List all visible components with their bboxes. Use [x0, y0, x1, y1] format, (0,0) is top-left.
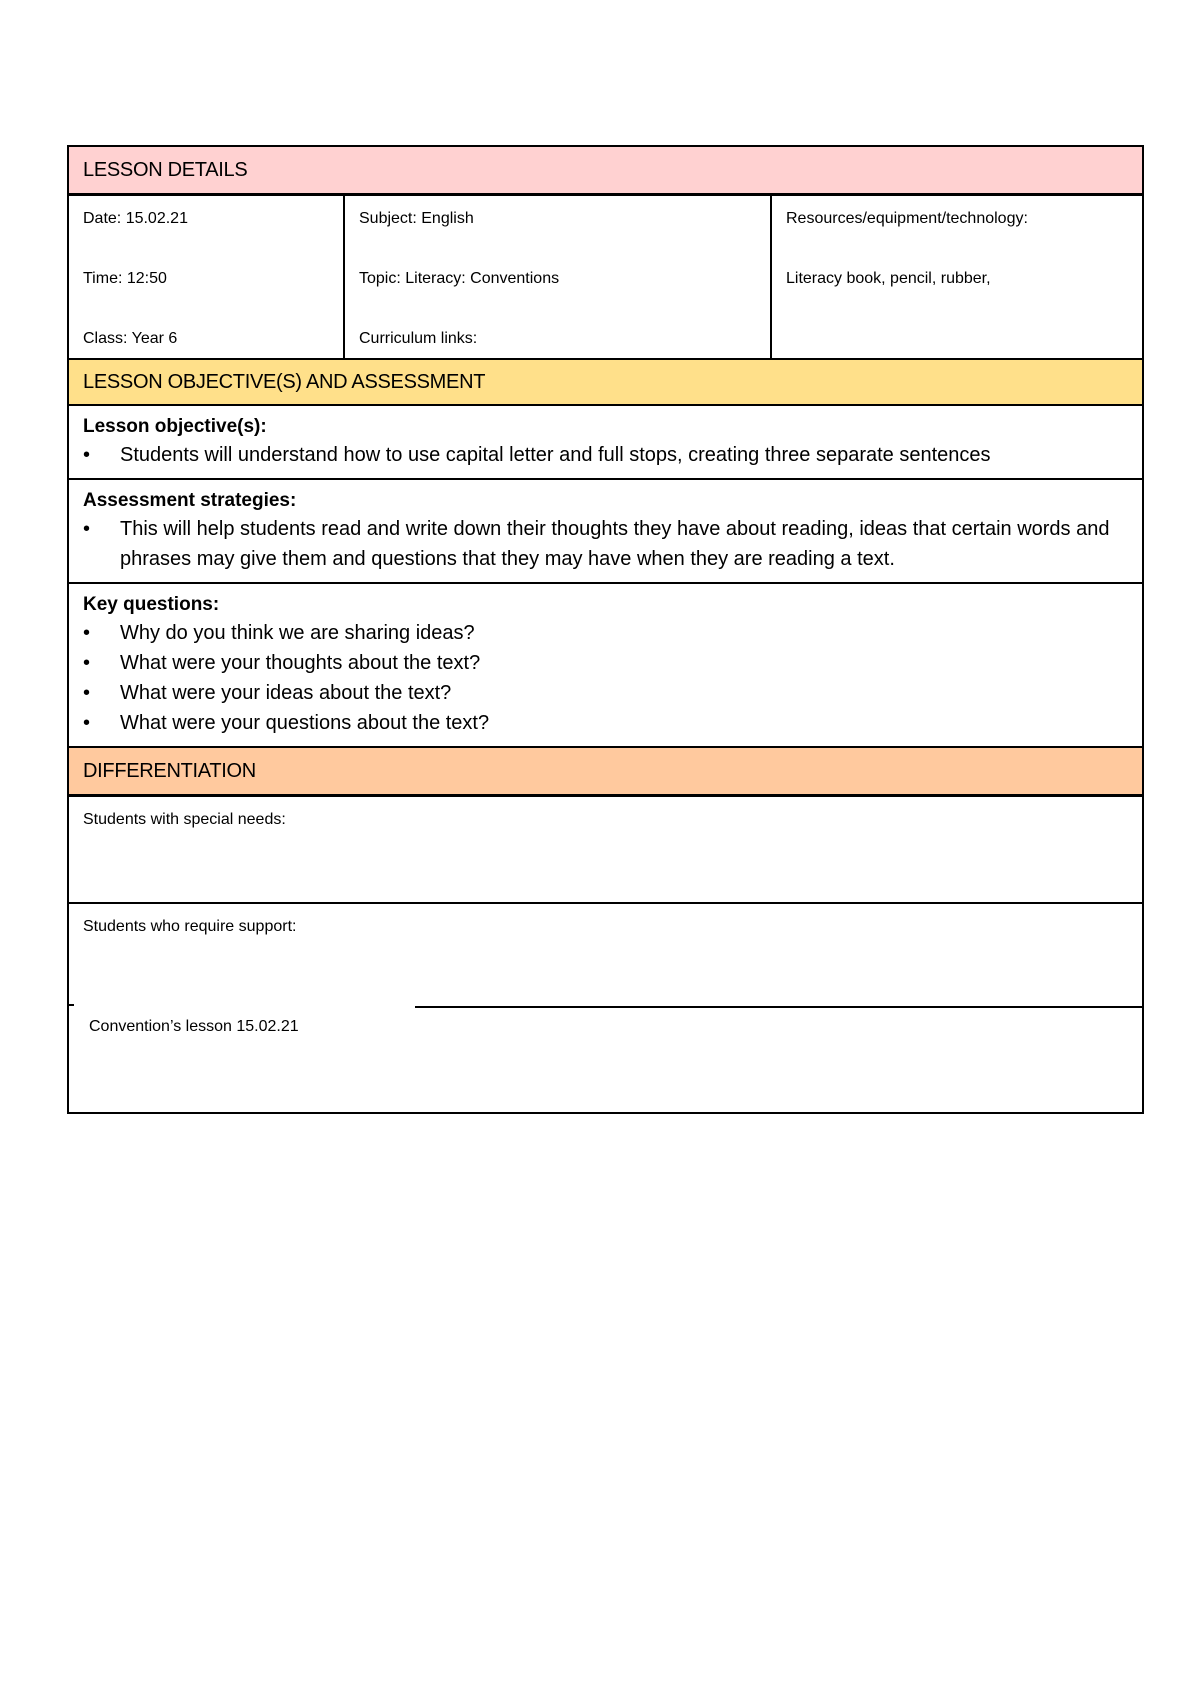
assessment-block — [69, 478, 1142, 582]
lesson-plan-table — [67, 145, 1144, 1114]
resources-value: Literacy book, pencil, rubber, — [786, 270, 991, 287]
subject-topic-column — [343, 196, 770, 358]
date-field: Date: 15.02.21 — [83, 210, 188, 227]
class-field: Class: Year 6 — [83, 330, 178, 347]
key-question-item: • What were your questions about the text? — [83, 708, 1128, 738]
lesson-note: Convention’s lesson 15.02.21 — [89, 1018, 299, 1035]
key-questions-label: Key questions: — [83, 594, 220, 615]
key-questions-list — [83, 618, 1128, 738]
lesson-note-row — [69, 1006, 1142, 1112]
lesson-details-row — [69, 193, 1142, 358]
differentiation-heading: DIFFERENTIATION — [69, 746, 1142, 794]
special-needs-field: Students with special needs: — [83, 811, 286, 828]
key-question-item: • What were your thoughts about the text? — [83, 648, 1128, 678]
objective-label: Lesson objective(s): — [83, 416, 267, 437]
key-question-item: • Why do you think we are sharing ideas? — [83, 618, 1128, 648]
assessment-list — [83, 514, 1128, 574]
assessment-label: Assessment strategies: — [83, 490, 297, 511]
differentiation-body — [69, 794, 1142, 1112]
divider-line — [415, 1006, 1142, 1008]
objective-list — [83, 440, 1128, 470]
assessment-item: • This will help students read and write down their thoughts they have about reading, ideas that certain words and phrases may give them and questions that they may have when they are reading a text. — [83, 514, 1128, 574]
objectives-heading: LESSON OBJECTIVE(S) AND ASSESSMENT — [69, 358, 1142, 404]
key-question-item: • What were your ideas about the text? — [83, 678, 1128, 708]
subject-field: Subject: English — [359, 210, 474, 227]
date-time-class-column — [69, 196, 343, 358]
objective-item: • Students will understand how to use capital letter and full stops, creating three separate sentences — [83, 440, 1128, 470]
topic-field: Topic: Literacy: Conventions — [359, 270, 560, 287]
curriculum-links-field: Curriculum links: — [359, 330, 478, 347]
support-field: Students who require support: — [69, 902, 1142, 1006]
resources-label: Resources/equipment/technology: — [786, 210, 1028, 227]
lesson-details-heading: LESSON DETAILS — [69, 147, 1142, 193]
divider-tick — [69, 1004, 74, 1006]
key-questions-block — [69, 582, 1142, 746]
lesson-objectives-block — [69, 404, 1142, 478]
time-field: Time: 12:50 — [83, 270, 167, 287]
resources-column — [770, 196, 1142, 358]
